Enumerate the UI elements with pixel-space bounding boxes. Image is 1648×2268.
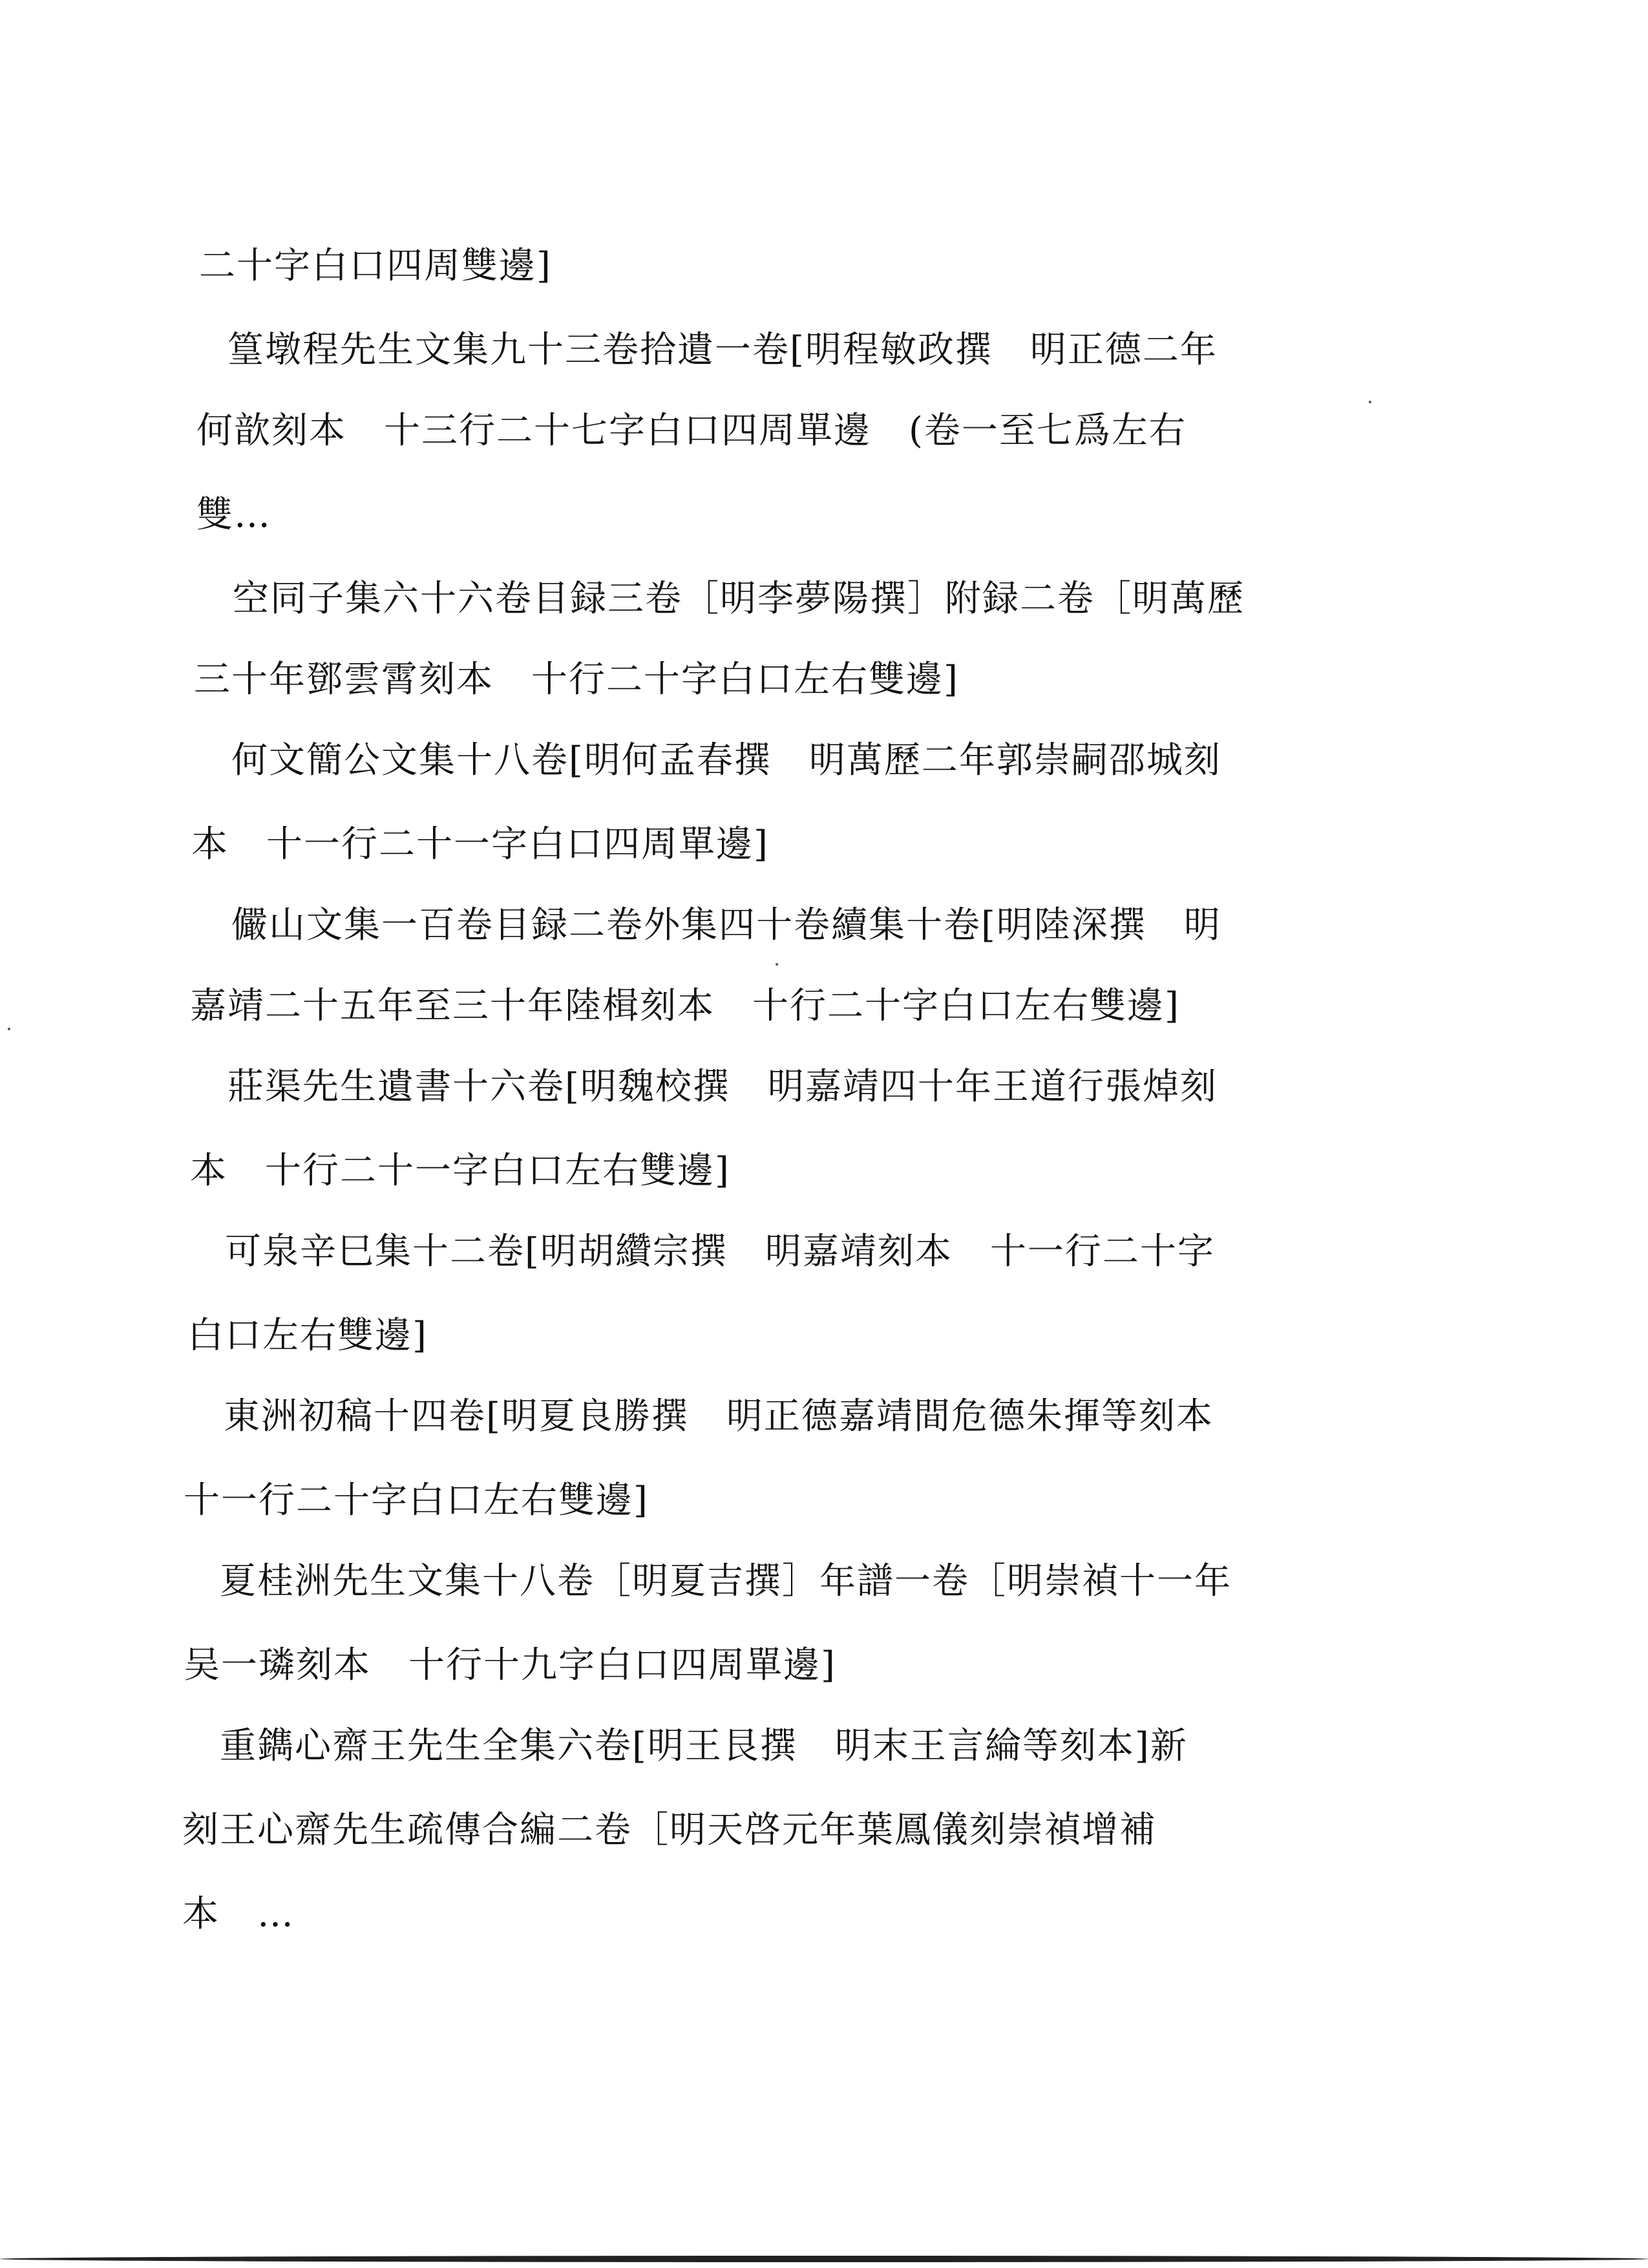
text-line-8: 本 十一行二十一字白口四周單邊]: [191, 823, 769, 865]
text-line-11: 莊渠先生遺書十六卷[明魏校撰 明嘉靖四十年王道行張焯刻: [227, 1066, 1218, 1108]
text-line-21: 本 …: [182, 1893, 295, 1935]
text-line-19: 重鐫心齋王先生全集六卷[明王艮撰 明末王言綸等刻本]新: [220, 1725, 1188, 1767]
text-line-2: 篁墩程先生文集九十三卷拾遺一卷[明程敏政撰 明正德二年: [227, 329, 1218, 371]
text-line-12: 本 十行二十一字白口左右雙邊]: [190, 1150, 730, 1192]
text-line-15: 東洲初稿十四卷[明夏良勝撰 明正德嘉靖間危德朱揮等刻本: [224, 1395, 1214, 1437]
text-line-20: 刻王心齋先生疏傳合編二卷［明天啓元年葉鳳儀刻崇禎增補: [182, 1809, 1157, 1851]
scan-speck: [8, 1028, 10, 1030]
text-line-17: 夏桂洲先生文集十八卷［明夏吉撰］年譜一卷［明崇禎十一年: [220, 1560, 1232, 1602]
text-line-6: 三十年鄧雲霄刻本 十行二十字白口左右雙邊]: [194, 659, 959, 701]
text-line-14: 白口左右雙邊]: [187, 1315, 428, 1357]
scan-speck: [776, 963, 778, 966]
scan-bottom-edge: [0, 2256, 1648, 2262]
text-line-18: 吴一璘刻本 十行十九字白口四周單邊]: [184, 1644, 836, 1686]
text-line-9: 儼山文集一百卷目録二卷外集四十卷續集十卷[明陸深撰 明: [231, 904, 1221, 946]
text-line-3: 何歆刻本 十三行二十七字白口四周單邊 (卷一至七爲左右: [196, 410, 1187, 452]
text-line-16: 十一行二十字白口左右雙邊]: [184, 1479, 649, 1521]
text-line-4: 雙…: [196, 494, 271, 536]
text-line-5: 空同子集六十六卷目録三卷［明李夢陽撰］附録二卷［明萬歷: [233, 578, 1245, 620]
text-line-10: 嘉靖二十五年至三十年陸楫刻本 十行二十字白口左右雙邊]: [190, 985, 1180, 1027]
text-line-13: 可泉辛巳集十二卷[明胡纘宗撰 明嘉靖刻本 十一行二十字: [225, 1231, 1215, 1273]
scan-speck: [1369, 401, 1371, 403]
text-line-7: 何文簡公文集十八卷[明何孟春撰 明萬歷二年郭崇嗣邵城刻: [231, 739, 1221, 781]
text-line-1: 二十字白口四周雙邊]: [199, 245, 552, 287]
